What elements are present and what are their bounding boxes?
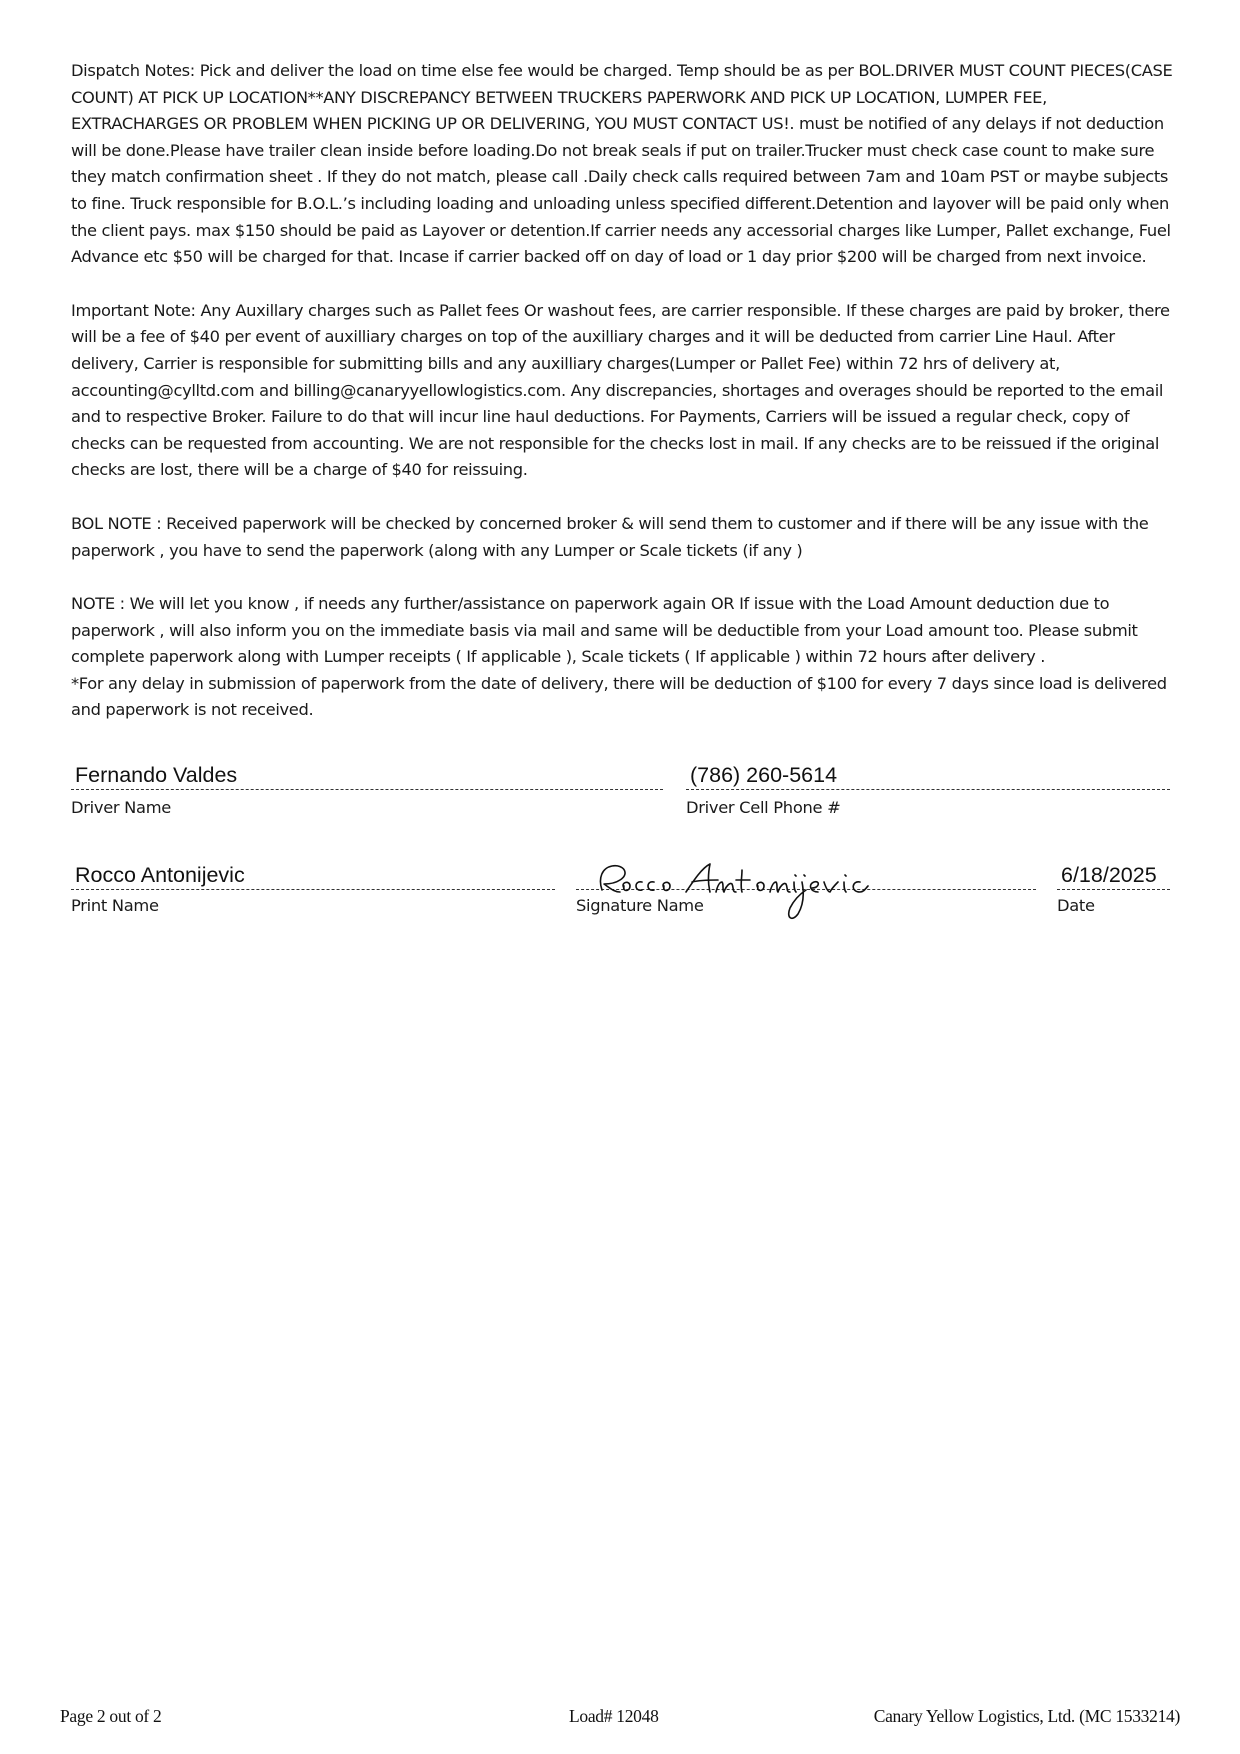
terms-notes xyxy=(71,58,1176,724)
driver-name-value: Fernando Valdes xyxy=(75,763,238,787)
delay-note: *For any delay in submission of paperwork from the date of delivery, there will be deduction of $100 for every 7 days since load is delivered and paperwork is not received. xyxy=(71,673,1167,720)
print-name-label: Print Name xyxy=(71,896,159,915)
driver-name-label: Driver Name xyxy=(71,798,172,817)
handwritten-signature xyxy=(590,858,890,930)
date-value: 6/18/2025 xyxy=(1061,863,1157,887)
page-number: Page 2 out of 2 xyxy=(60,1706,162,1726)
date-underline xyxy=(1057,889,1170,890)
driver-phone-underline xyxy=(686,789,1170,790)
date-label: Date xyxy=(1057,896,1095,915)
driver-phone-value: (786) 260-5614 xyxy=(690,763,838,787)
date-field[interactable] xyxy=(1057,858,1170,890)
driver-phone-field[interactable] xyxy=(686,758,1170,790)
load-number: Load# 12048 xyxy=(569,1706,659,1726)
driver-phone-label: Driver Cell Phone # xyxy=(686,798,841,817)
print-name-value: Rocco Antonijevic xyxy=(75,863,245,887)
print-name-field[interactable] xyxy=(71,858,555,890)
bol-note: BOL NOTE : Received paperwork will be checked by concerned broker & will send them to customer and if there will be any issue with the paperwork , you have to send the paperwork (along with any Lumper or Scale tickets (if any ) xyxy=(71,513,1149,560)
driver-name-underline xyxy=(71,789,663,790)
print-name-underline xyxy=(71,889,555,890)
signature-label: Signature Name xyxy=(576,896,704,915)
driver-name-field[interactable] xyxy=(71,758,663,790)
important-note: Important Note: Any Auxillary charges such as Pallet fees Or washout fees, are carrier responsible. If these charges are paid by broker, there will be a fee of $40 per event of auxilliary charges on top of the auxilliary charges and it will be deducted from carrier Line Haul. After delivery, Carrier is responsible for submitting bills and any auxilliary charges(Lumper or Pallet Fee) within 72 hrs of delivery at, accounting@cylltd.com and billing@canaryyellowlogistics.com. Any discrepancies, shortages and overages should be reported to the email and to respective Broker. Failure to do that will incur line haul deductions. For Payments, Carriers will be issued a regular check, copy of checks can be requested from accounting. We are not responsible for the checks lost in mail. If any checks are to be reissued if the original checks are lost, there will be a charge of $40 for reissuing. xyxy=(71,300,1170,480)
dispatch-notes: Dispatch Notes: Pick and deliver the load on time else fee would be charged. Temp should be as per BOL.DRIVER MUST COUNT PIECES(CASE COUNT) AT PICK UP LOCATION**ANY DISCREPANCY BETWEEN TRUCKERS PAPERWORK AND PICK UP LOCATION, LUMPER FEE, EXTRACHARGES OR PROBLEM WHEN PICKING UP OR DELIVERING, YOU MUST CONTACT US!. must be notified of any delays if not deduction will be done.Please have trailer clean inside before loading.Do not break seals if put on trailer.Trucker must check case count to make sure they match confirmation sheet . If they do not match, please call .Daily check calls required between 7am and 10am PST or maybe subjects to fine. Truck responsible for B.O.L.’s including loading and unloading unless specified different.Detention and layover will be paid only when the client pays. max $150 should be paid as Layover or detention.If carrier needs any accessorial charges like Lumper, Pallet exchange, Fuel Advance etc $50 will be charged for that. Incase if carrier backed off on day of load or 1 day prior $200 will be charged from next invoice. xyxy=(71,61,1173,267)
paperwork-note: NOTE : We will let you know , if needs any further/assistance on paperwork again OR If issue with the Load Amount deduction due to paperwork , will also inform you on the immediate basis via mail and same will be deductible from your Load amount too. Please submit complete paperwork along with Lumper receipts ( If applicable ), Scale tickets ( If applicable ) within 72 hours after delivery . xyxy=(71,594,1138,667)
company-name: Canary Yellow Logistics, Ltd. (MC 1533214) xyxy=(873,1706,1180,1726)
